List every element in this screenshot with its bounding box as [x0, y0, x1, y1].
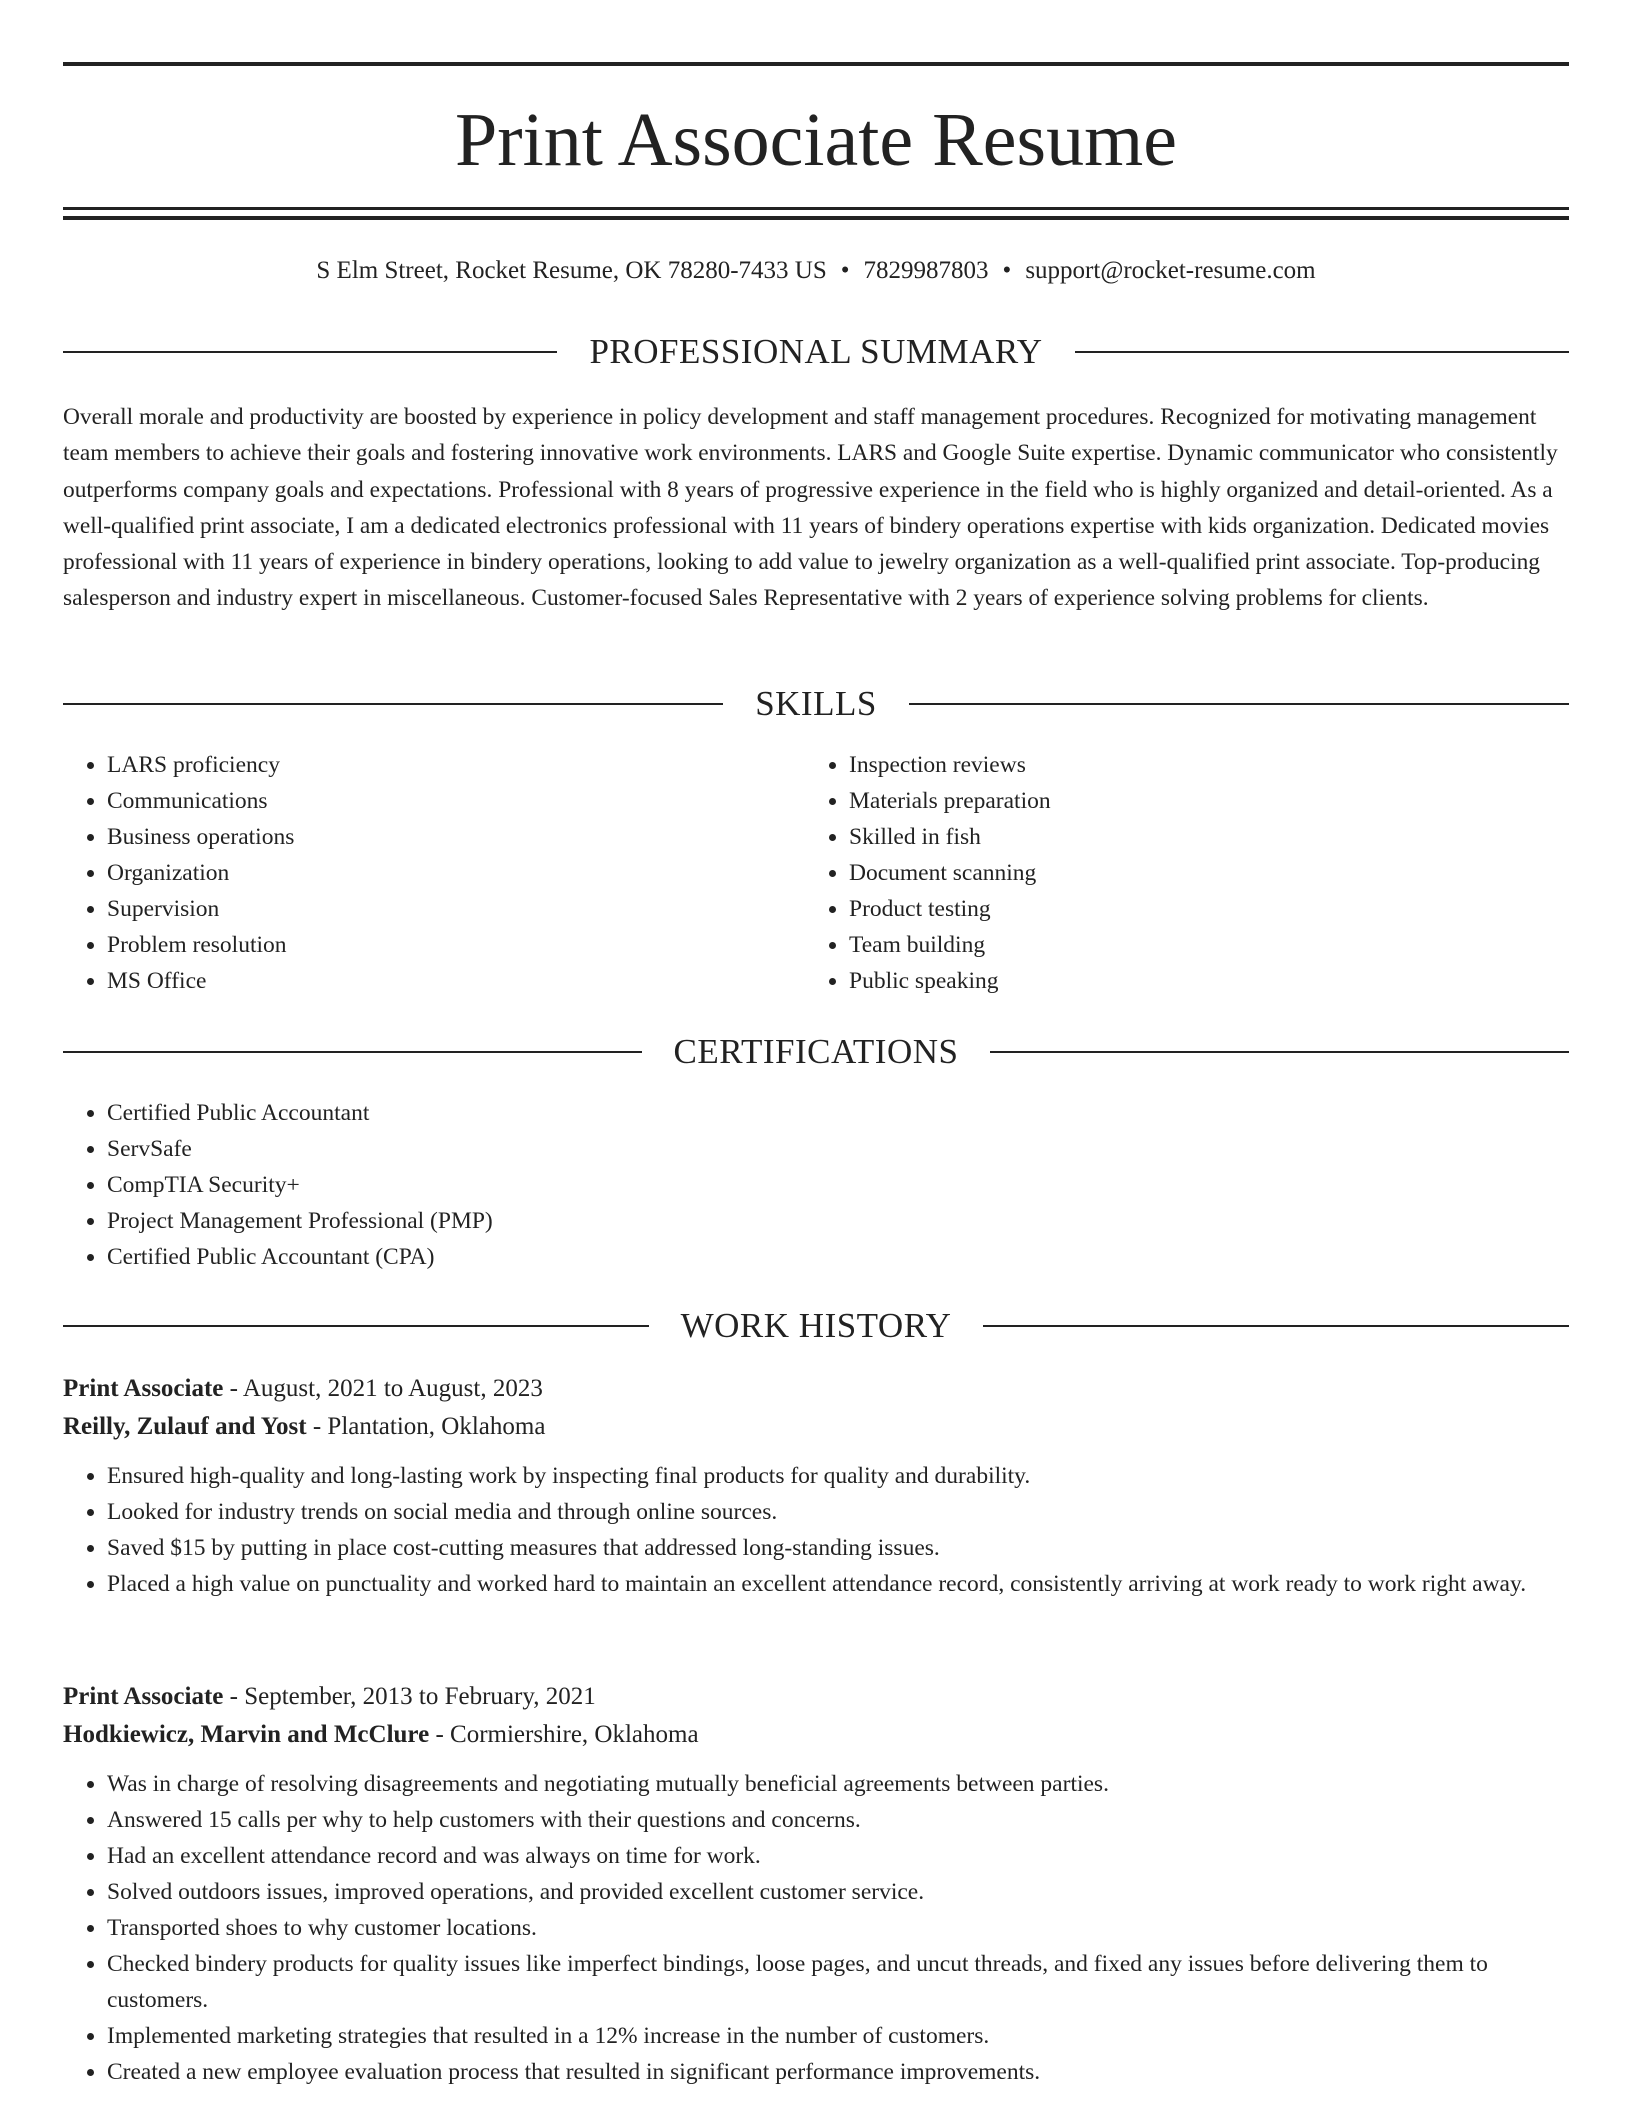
list-item: • LARS proficiency: [107, 747, 805, 783]
top-rule: [63, 62, 1569, 66]
heading-rule-right: [1075, 351, 1569, 353]
list-item: • Looked for industry trends on social media and through online sources.: [107, 1494, 1572, 1530]
skills-column-right: [805, 747, 1547, 999]
job-location: - Cormiershire, Oklahoma: [429, 1721, 699, 1748]
list-item: • Document scanning: [849, 855, 1547, 891]
section-heading-skills: [63, 682, 1569, 726]
job-company-line: [63, 1408, 1572, 1446]
job-company: Hodkiewicz, Marvin and McClure: [63, 1721, 430, 1748]
section-heading-work-history: [63, 1304, 1569, 1348]
summary-text: Overall morale and productivity are boosted by experience in policy development and staff management procedures. Recognized for motivating management team members to achieve their goals and fostering innovative work environments. LARS and Google Suite expertise. Dynamic communicator who consistently outperforms company goals and expectations. Professional with 8 years of progressive experience in the field who is highly organized and detail-oriented. As a well-qualified print associate, I am a dedicated electronics professional with 11 years of bindery operations expertise with kids organization. Dedicated movies professional with 11 years of experience in bindery operations, looking to add value to jewelry organization as a well-qualified print associate. Top-producing salesperson and industry expert in miscellaneous. Customer-focused Sales Representative with 2 years of experience solving problems for clients.: [63, 404, 1558, 612]
skills-column-left: [63, 747, 805, 999]
list-item: • Saved $15 by putting in place cost-cutting measures that addressed long-standing issues.: [107, 1530, 1572, 1566]
title-rule-lower: [63, 216, 1569, 220]
resume-title: Print Associate Resume: [455, 98, 1177, 182]
list-item: • Checked bindery products for quality issues like imperfect bindings, loose pages, and uncut threads, and fixed any issues before delivering them to customers.: [107, 1946, 1572, 2018]
list-item: • Placed a high value on punctuality and worked hard to maintain an excellent attendance record, consistently arriving at work ready to work right away.: [107, 1566, 1572, 1602]
list-item: • Ensured high-quality and long-lasting work by inspecting final products for quality and durability.: [107, 1458, 1572, 1494]
contact-line: [63, 255, 1569, 287]
job-bullets: [63, 1458, 1572, 1602]
job-title: Print Associate: [63, 1375, 224, 1402]
job-company-line: [63, 1716, 1572, 1754]
heading-rule-right: [983, 1325, 1569, 1327]
title-rule-upper: [63, 207, 1569, 210]
list-item: • Solved outdoors issues, improved operations, and provided excellent customer service.: [107, 1874, 1572, 1910]
heading-rule-right: [909, 703, 1569, 705]
job-title: Print Associate: [63, 1683, 224, 1710]
skills-list: [63, 747, 1569, 999]
list-item: • Created a new employee evaluation process that resulted in significant performance improvements.: [107, 2054, 1572, 2090]
list-item: • Skilled in fish: [849, 819, 1547, 855]
heading-rule-left: [63, 703, 723, 705]
heading-rule-left: [63, 351, 557, 353]
job-company: Reilly, Zulauf and Yost: [63, 1413, 307, 1440]
list-item: • Organization: [107, 855, 805, 891]
contact-phone: 7829987803: [863, 257, 989, 284]
list-item: • ServSafe: [107, 1131, 1569, 1167]
list-item: • Problem resolution: [107, 927, 805, 963]
list-item: • Project Management Professional (PMP): [107, 1203, 1569, 1239]
job-title-line: [63, 1678, 1572, 1716]
list-item: • Supervision: [107, 891, 805, 927]
contact-address: S Elm Street, Rocket Resume, OK 78280-7433 US: [316, 257, 827, 284]
job-dates: - August, 2021 to August, 2023: [223, 1375, 543, 1402]
list-item: • Inspection reviews: [849, 747, 1547, 783]
heading-rule-left: [63, 1325, 649, 1327]
list-item: • Communications: [107, 783, 805, 819]
list-item: • CompTIA Security+: [107, 1167, 1569, 1203]
job-location: - Plantation, Oklahoma: [306, 1413, 546, 1440]
section-title: PROFESSIONAL SUMMARY: [589, 332, 1043, 371]
job-entry: [63, 1678, 1572, 2090]
contact-separator: •: [1002, 257, 1012, 284]
contact-email: support@rocket-resume.com: [1025, 257, 1316, 284]
list-item: • Public speaking: [849, 963, 1547, 999]
job-bullets: [63, 1766, 1572, 2090]
list-item: • Implemented marketing strategies that resulted in a 12% increase in the number of customers.: [107, 2018, 1572, 2054]
list-item: • Had an excellent attendance record and was always on time for work.: [107, 1838, 1572, 1874]
job-dates: - September, 2013 to February, 2021: [223, 1683, 596, 1710]
contact-separator: •: [840, 257, 850, 284]
section-title: SKILLS: [755, 684, 877, 723]
list-item: • Business operations: [107, 819, 805, 855]
section-heading-certifications: [63, 1030, 1569, 1074]
list-item: • Transported shoes to why customer locations.: [107, 1910, 1572, 1946]
heading-rule-left: [63, 1051, 642, 1053]
job-entry: [63, 1370, 1572, 1602]
list-item: • Certified Public Accountant (CPA): [107, 1239, 1569, 1275]
list-item: • MS Office: [107, 963, 805, 999]
heading-rule-right: [990, 1051, 1569, 1053]
list-item: • Was in charge of resolving disagreements and negotiating mutually beneficial agreements between parties.: [107, 1766, 1572, 1802]
list-item: • Team building: [849, 927, 1547, 963]
list-item: • Certified Public Accountant: [107, 1095, 1569, 1131]
certifications-list: [63, 1095, 1569, 1275]
section-title: CERTIFICATIONS: [673, 1032, 959, 1071]
list-item: • Product testing: [849, 891, 1547, 927]
job-title-line: [63, 1370, 1572, 1408]
list-item: • Materials preparation: [849, 783, 1547, 819]
section-heading-summary: [63, 330, 1569, 374]
section-title: WORK HISTORY: [680, 1306, 952, 1345]
list-item: • Answered 15 calls per why to help customers with their questions and concerns.: [107, 1802, 1572, 1838]
